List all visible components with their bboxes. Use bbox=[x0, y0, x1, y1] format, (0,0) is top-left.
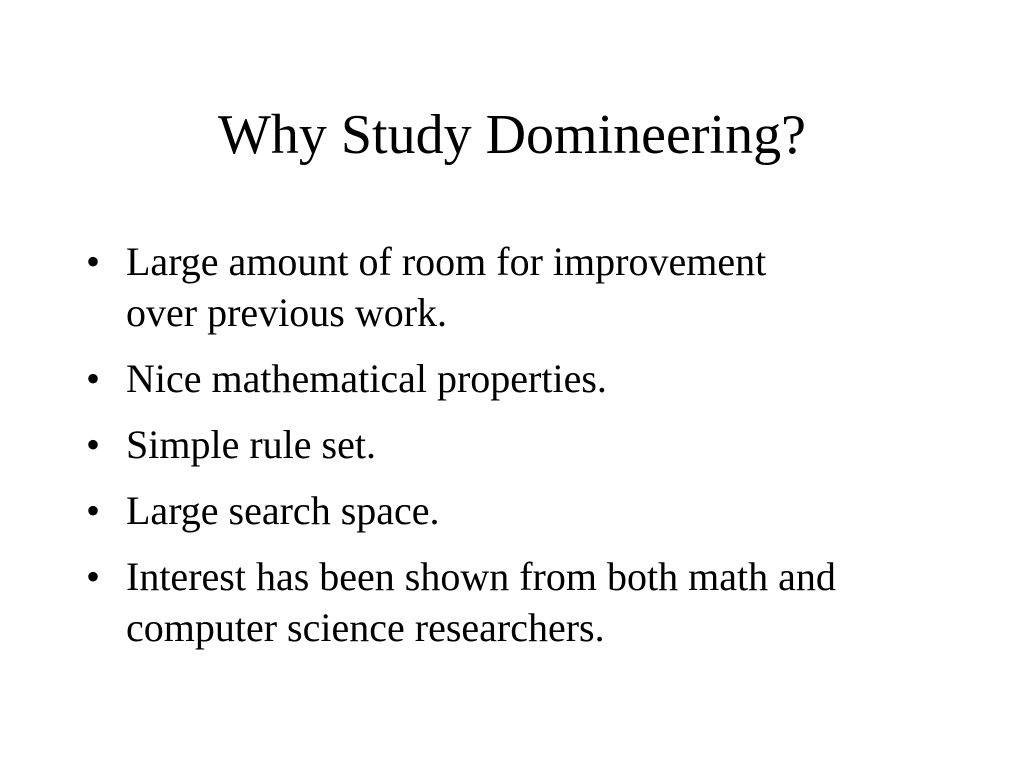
bullet-line: over previous work. bbox=[126, 290, 448, 335]
bullet-icon: • bbox=[86, 239, 101, 284]
bullet-item bbox=[86, 551, 966, 653]
bullet-text bbox=[126, 236, 966, 338]
bullet-text bbox=[126, 551, 966, 653]
bullet-list bbox=[86, 236, 966, 668]
bullet-item bbox=[86, 353, 966, 404]
bullet-line: Large amount of room for improvement bbox=[126, 239, 767, 284]
bullet-line: computer science researchers. bbox=[126, 605, 605, 650]
bullet-item bbox=[86, 236, 966, 338]
bullet-text bbox=[126, 485, 966, 536]
bullet-line: Large search space. bbox=[126, 488, 440, 533]
bullet-text bbox=[126, 419, 966, 470]
bullet-icon: • bbox=[86, 488, 101, 533]
bullet-item bbox=[86, 419, 966, 470]
bullet-line: Simple rule set. bbox=[126, 422, 376, 467]
bullet-icon: • bbox=[86, 554, 101, 599]
bullet-icon: • bbox=[86, 422, 101, 467]
bullet-icon: • bbox=[86, 356, 101, 401]
bullet-text bbox=[126, 353, 966, 404]
bullet-line: Interest has been shown from both math and bbox=[126, 554, 836, 599]
bullet-line: Nice mathematical properties. bbox=[126, 356, 607, 401]
bullet-item bbox=[86, 485, 966, 536]
slide-title: Why Study Domineering? bbox=[218, 104, 806, 166]
